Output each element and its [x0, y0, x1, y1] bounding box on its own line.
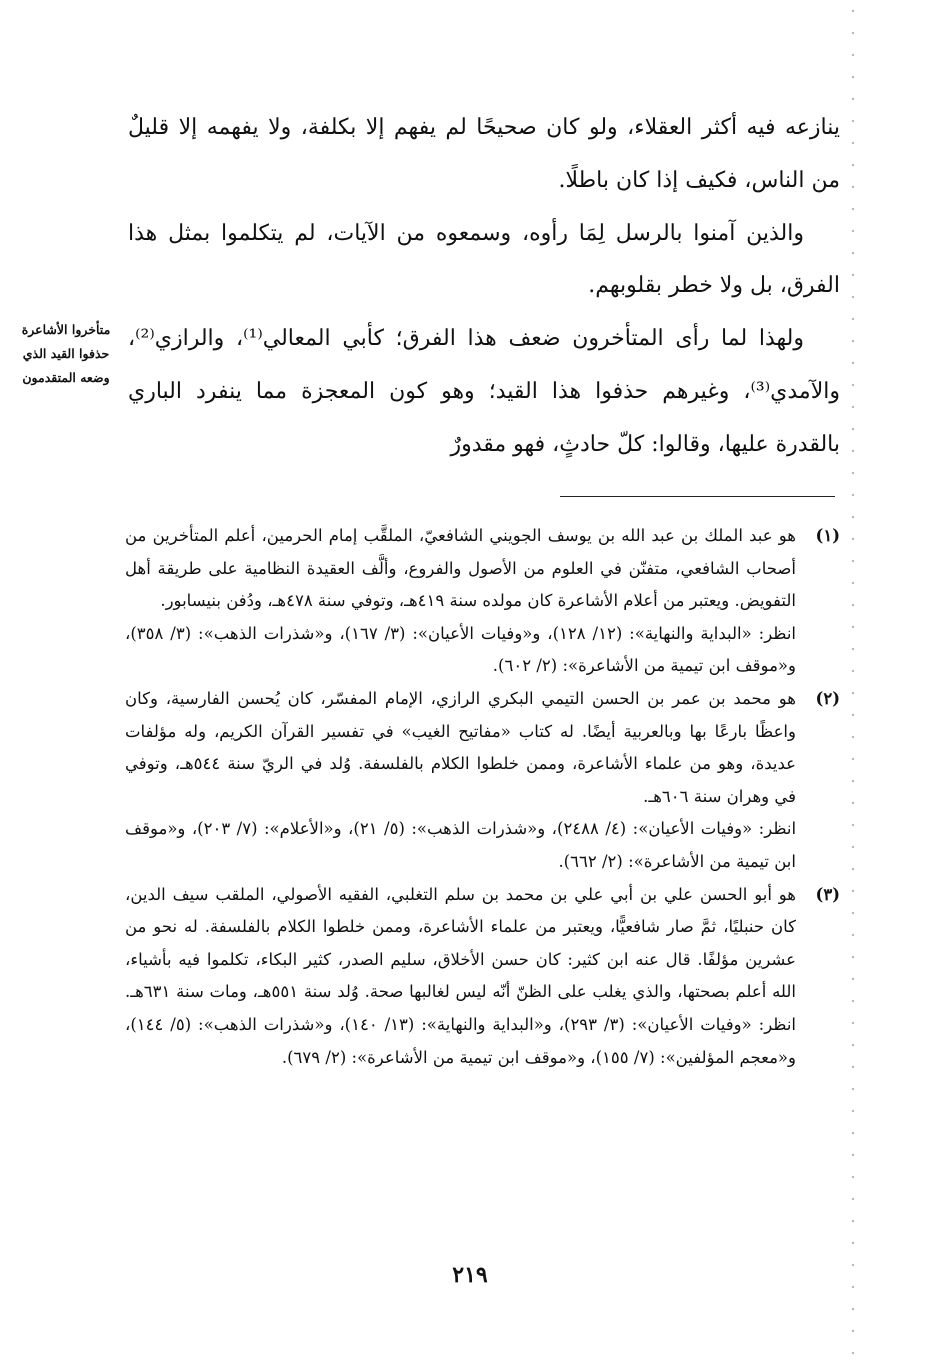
page-edge-dots [851, 0, 855, 1366]
footnote-3 [125, 879, 840, 1075]
margin-note-line-1: متأخروا الأشاعرة [21, 322, 111, 337]
body-paragraph-3: ولهذا لما رأى المتأخرون ضعف هذا الفرق؛ كأبي المعالي⁽¹⁾، والرازي⁽²⁾، والآمدي⁽³⁾، وغيرهم حذفوا هذا القيد؛ وهو كون المعجزة مما ينفرد الباري بالقدرة عليها، وقالوا: كلّ حادثٍ، فهو مقدورٌ [128, 326, 840, 457]
footnote-text: هو أبو الحسن علي بن أبي علي بن محمد بن سلم التغلبي، الفقيه الأصولي، الملقب سيف الدين، كان حنبليًا، ثمَّ صار شافعيًّا، ويعتبر من علماء الأشاعرة، وممن خلطوا الكلام بالفلسفة. له نحو من عشرين مؤلفًا. قال عنه ابن كثير: كان حسن الأخلاق، سليم الصدر، كثير البكاء، تكلموا فيه بأشياء، الله أعلم بصحتها، والذي يغلب على الظنّ أنّه ليس لغالبها صحة. وُلد سنة ٥٥١هـ، ومات سنة ٦٣١هـ. انظر: «وفيات الأعيان»: (٣/ ٢٩٣)، و«البداية والنهاية»: (١٣/ ١٤٠)، و«شذرات الذهب»: (٥/ ١٤٤)، و«معجم المؤلفين»: (٧/ ١٥٥)، و«موقف ابن تيمية من الأشاعرة»: (٢/ ٦٧٩). [125, 884, 797, 1067]
body-paragraph-2: والذين آمنوا بالرسل لِمَا رأوه، وسمعوه من الآيات، لم يتكلموا بمثل هذا الفرق، بل ولا خطر بقلوبهم. [128, 220, 840, 299]
footnote-references: انظر: «البداية والنهاية»: (١٢/ ١٢٨)، و«وفيات الأعيان»: (٣/ ١٦٧)، و«شذرات الذهب»: (٣/ ٣٥٨)، و«موقف ابن تيمية من الأشاعرة»: (٢/ ٦٠٢). [125, 623, 797, 676]
footnote-body [125, 879, 796, 1075]
margin-note-line-3: وضعه المتقدمون [22, 370, 110, 385]
main-text [128, 102, 840, 472]
footnote-separator [560, 496, 835, 497]
body-paragraph-1: ينازعه فيه أكثر العقلاء، ولو كان صحيحًا لم يفهم إلا بكلفة، ولا يفهمه إلا قليلٌ من الناس، فكيف إذا كان باطلًا. [128, 115, 840, 193]
footnote-text: هو محمد بن عمر بن الحسن التيمي البكري الرازي، الإمام المفسّر، كان يُحسن الفارسية، وكان واعظًا بارعًا بها وبالعربية أيضًا. له كتاب «مفاتيح الغيب» في تفسير القرآن الكريم، وله مؤلفات عديدة، وهو من علماء الأشاعرة، وممن خلطوا الكلام بالفلسفة. وُلد في الريّ سنة ٥٤٤هـ، وتوفي في وهران سنة ٦٠٦هـ. [125, 688, 796, 806]
margin-note [12, 318, 120, 390]
footnote-body [125, 520, 796, 683]
margin-note-line-2: حذفوا القيد الذي [22, 346, 110, 361]
footnotes [125, 520, 840, 1074]
page-number: ٢١٩ [452, 1262, 488, 1288]
footnote-number: (٣) [815, 884, 840, 904]
footnote-1 [125, 520, 840, 683]
footnote-number: (٢) [815, 688, 840, 708]
footnote-body [125, 683, 796, 879]
footnote-2 [125, 683, 840, 879]
footnote-text: هو عبد الملك بن عبد الله بن يوسف الجويني الشافعيّ، الملقَّب إمام الحرمين، أعلم المتأخرين من أصحاب الشافعي، متفنّن في العلوم من الأصول والفروع، وألَّف العقيدة النظامية على طريقة أهل التفويض. ويعتبر من أعلام الأشاعرة كان مولده سنة ٤١٩هـ، وتوفي سنة ٤٧٨هـ، ودُفن بنيسابور. [125, 526, 796, 611]
footnote-number: (١) [815, 526, 840, 545]
footnote-references: انظر: «وفيات الأعيان»: (٤/ ٢٤٨٨)، و«شذرات الذهب»: (٥/ ٢١)، و«الأعلام»: (٧/ ٢٠٣)، و«موقف ابن تيمية من الأشاعرة»: (٢/ ٦٦٢). [125, 819, 797, 871]
